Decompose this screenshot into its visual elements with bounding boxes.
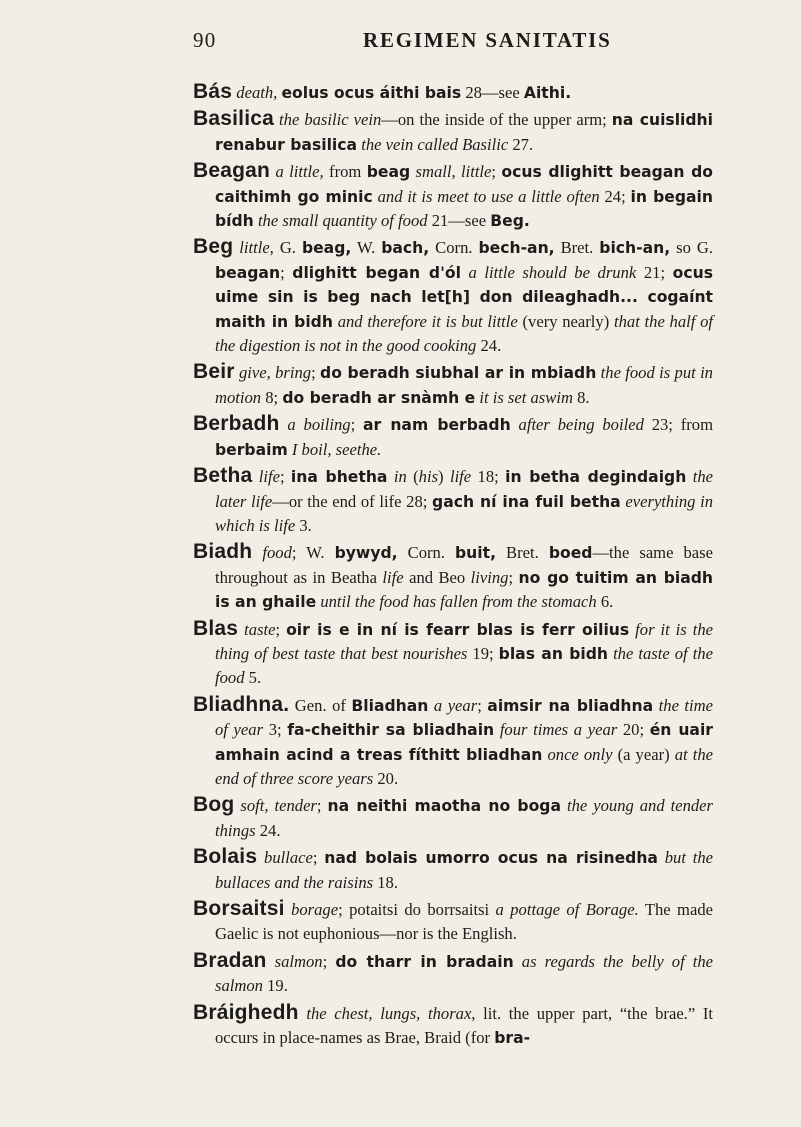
- irish-text: do beradh siubhal ar in mbiadh: [320, 364, 597, 383]
- translation: the food is put in motion: [215, 363, 713, 407]
- irish-text: in begain bídh: [215, 187, 713, 231]
- translation: four times a year: [499, 720, 618, 740]
- entry-text: (: [406, 467, 419, 487]
- entry-text: [514, 952, 522, 971]
- translation: a boiling: [287, 415, 351, 435]
- translation: in: [393, 467, 407, 487]
- translation: the chest, lungs, thorax,: [306, 1003, 476, 1023]
- irish-text: nad bolais umorro ocus na risinedha: [324, 849, 658, 868]
- entry-text: G.: [273, 238, 302, 258]
- entry-text: 6.: [596, 592, 614, 612]
- entry-text: [461, 263, 469, 282]
- entry-text: —or the end of life 28;: [272, 491, 433, 511]
- glossary-entry: [193, 412, 713, 462]
- irish-text: beagan: [215, 263, 281, 282]
- irish-text: beag: [366, 163, 411, 182]
- headword: Blas: [193, 616, 239, 640]
- irish-text: berbaim: [215, 440, 288, 459]
- entry-text: ;: [491, 162, 502, 182]
- irish-text: ar nam berbadh: [363, 416, 511, 435]
- translation: borage: [291, 900, 339, 919]
- headword: Bliadhna.: [193, 692, 290, 716]
- irish-text: bra-: [494, 1029, 531, 1048]
- entry-text: 28—see: [461, 83, 524, 102]
- glossary-entry: [193, 235, 713, 358]
- entry-text: 18;: [471, 467, 506, 487]
- entry-text: The made Gaelic is not euphonious—nor is the English.: [215, 900, 713, 944]
- irish-text: in betha degindaigh: [505, 468, 687, 487]
- translation: food: [262, 543, 292, 563]
- headword: Beagan: [193, 159, 271, 183]
- translation: that the half of the digestion is not in the good cooking: [215, 311, 714, 356]
- glossary-entry: [193, 845, 713, 895]
- translation: everything in which is life: [215, 491, 713, 535]
- translation: the time of year: [215, 695, 714, 740]
- entry-text: 8.: [572, 387, 590, 407]
- entry-text: ; potaitsi do borrsaitsi: [338, 900, 496, 919]
- glossary-entry: [193, 360, 713, 410]
- entry-text: Bret.: [554, 238, 600, 258]
- running-head: [193, 22, 701, 58]
- translation: after being boiled: [518, 415, 644, 435]
- irish-text: beag,: [301, 239, 352, 258]
- translation: but the bullaces and the raisins: [215, 848, 713, 892]
- entry-text: 19.: [262, 976, 288, 996]
- entry-text: 20.: [373, 768, 399, 788]
- headword: Bás: [193, 80, 233, 103]
- entry-text: Bret.: [496, 543, 549, 563]
- translation: for it is the thing of best taste that best nourishes: [215, 619, 713, 663]
- glossary-entry: [193, 540, 713, 614]
- entry-text: —the same base throughout as in Beatha: [215, 543, 713, 587]
- irish-text: gach ní ina fuil betha: [432, 492, 621, 511]
- glossary-entry: [193, 693, 713, 792]
- entry-text: W.: [351, 238, 382, 258]
- headword: Biadh: [193, 540, 253, 564]
- entry-text: ;: [350, 415, 364, 435]
- glossary-entry: [193, 107, 713, 157]
- entry-text: ;: [322, 951, 336, 971]
- translation: a little,: [275, 162, 324, 182]
- glossary-entry: [193, 793, 713, 843]
- entry-text: 23; from: [643, 415, 713, 435]
- entry-text: 3.: [295, 515, 312, 535]
- glossary-entry: [193, 949, 713, 999]
- irish-text: no go tuitim an biadh is an ghaile: [215, 568, 714, 612]
- translation: little,: [239, 238, 274, 258]
- entry-text: ;: [316, 796, 328, 816]
- entry-text: 19;: [467, 643, 499, 663]
- translation: a little should be drunk: [468, 262, 637, 282]
- entry-text: 21—see: [427, 211, 491, 231]
- translation: the vein called Basilic: [361, 134, 509, 154]
- entry-text: ;: [508, 567, 519, 587]
- translation: small, little: [415, 162, 492, 182]
- entry-text: lit. the upper part, “the brae.” It occurs in place-names as Brae, Braid (for: [215, 1003, 714, 1048]
- translation: until the food has fallen from the stomach: [320, 592, 597, 612]
- irish-text: na neithi maotha no boga: [327, 797, 561, 816]
- entry-text: 24;: [599, 186, 631, 206]
- irish-text: bich-an,: [599, 239, 671, 258]
- translation: once only: [547, 744, 613, 764]
- entry-text: 3;: [263, 720, 288, 740]
- irish-text: do tharr in bradain: [335, 952, 514, 971]
- translation: and therefore it is but little: [337, 311, 518, 331]
- page-number: 90: [193, 28, 217, 52]
- irish-text: ina bhetha: [290, 468, 388, 487]
- glossary-entry: [193, 80, 713, 105]
- glossary-entries: [193, 80, 713, 1052]
- entry-text: 24.: [476, 336, 502, 356]
- entry-text: ;: [280, 262, 293, 282]
- translation: salmon: [274, 951, 323, 971]
- entry-text: and Beo: [403, 567, 471, 587]
- irish-text: én uair amhain acind a treas fíthitt bliadhan: [215, 721, 713, 764]
- translation: a pottage of Borage.: [495, 900, 639, 919]
- translation: it is set aswim: [479, 387, 573, 407]
- entry-text: [658, 848, 665, 867]
- irish-text: bywyd,: [334, 544, 398, 563]
- translation: as regards the belly of the salmon: [215, 951, 714, 996]
- irish-text: buit,: [455, 544, 497, 563]
- entry-text: ;: [312, 848, 325, 868]
- entry-text: ;: [477, 695, 488, 715]
- glossary-entry: [193, 1001, 713, 1051]
- headword: Bráighedh: [193, 1000, 299, 1024]
- translation: I boil, seethe.: [291, 439, 382, 459]
- headword: Bradan: [193, 948, 267, 972]
- irish-text: boed: [548, 544, 593, 563]
- irish-text: bach,: [381, 239, 430, 258]
- headword: Bolais: [193, 845, 258, 869]
- translation: bullace: [264, 848, 313, 868]
- entry-text: 20;: [617, 720, 650, 740]
- headword: Bog: [193, 793, 235, 817]
- entry-text: ; W.: [291, 543, 335, 563]
- entry-text: Corn.: [397, 543, 456, 563]
- entry-text: ): [438, 467, 450, 487]
- entry-text: 21;: [636, 262, 673, 282]
- translation: life: [382, 567, 404, 587]
- entry-text: 8;: [261, 387, 283, 407]
- entry-text: 27.: [508, 134, 534, 154]
- entry-text: ;: [279, 467, 291, 487]
- translation: life: [449, 467, 472, 487]
- running-title: REGIMEN SANITATIS: [363, 28, 612, 52]
- irish-text: oir is e in ní is fearr blas is ferr oilius: [286, 620, 630, 639]
- headword: Berbadh: [193, 412, 280, 436]
- translation: the basilic vein: [279, 110, 382, 130]
- glossary-entry: [193, 159, 713, 233]
- irish-text: bech-an,: [478, 239, 555, 258]
- translation: death,: [236, 83, 278, 102]
- irish-text: dlighitt began d'ól: [292, 263, 461, 282]
- entry-text: —on the inside of the upper arm;: [381, 110, 612, 130]
- entry-text: ;: [311, 363, 321, 383]
- translation: and it is meet to use a little often: [377, 186, 600, 206]
- translation: the taste of the food: [215, 643, 713, 688]
- translation: the young and tender things: [215, 796, 714, 840]
- headword: Beir: [193, 360, 235, 384]
- entry-text: Gen. of: [289, 695, 352, 715]
- translation: living: [470, 567, 509, 587]
- irish-text: na cuislidhi renabur basilica: [215, 111, 713, 154]
- irish-text: blas an bidh: [498, 644, 609, 663]
- entry-text: Corn.: [429, 238, 479, 258]
- irish-text: ocus uime sin is beg nach let[h] don dileaghadh... cogaínt maith in bidh: [215, 263, 713, 331]
- irish-text: eolus ocus áithi bais: [281, 84, 462, 102]
- irish-text: Bliadhan: [351, 696, 429, 715]
- glossary-entry: [193, 897, 713, 947]
- translation: life: [258, 467, 280, 487]
- entry-text: (very nearly): [517, 311, 614, 331]
- entry-text: ;: [275, 619, 287, 639]
- entry-text: 18.: [373, 872, 398, 892]
- entry-text: [511, 415, 519, 434]
- entry-text: (a year): [612, 744, 675, 764]
- headword: Basilica: [193, 107, 274, 131]
- translation: taste: [244, 619, 276, 639]
- entry-text: so G.: [670, 238, 713, 258]
- irish-text: ocus dlighitt beagan do caithimh go minic: [215, 163, 714, 206]
- headword: Betha: [193, 464, 253, 488]
- entry-text: [257, 848, 264, 867]
- irish-text: Aithi.: [523, 84, 572, 102]
- glossary-entry: [193, 464, 713, 538]
- translation: his: [418, 467, 439, 487]
- entry-text: 5.: [244, 668, 262, 688]
- glossary-entry: [193, 617, 713, 691]
- entry-text: 24.: [255, 820, 281, 840]
- translation: give, bring: [239, 363, 312, 383]
- headword: Borsaitsi: [193, 897, 285, 920]
- translation: the small quantity of food: [257, 211, 428, 231]
- entry-text: from: [323, 162, 367, 182]
- irish-text: Beg.: [490, 212, 530, 231]
- entry-text: [252, 543, 262, 562]
- translation: soft, tender: [240, 796, 317, 816]
- irish-text: aimsir na bliadhna: [487, 696, 654, 715]
- headword: Beg: [193, 235, 234, 259]
- translation: a year: [433, 695, 478, 715]
- irish-text: do beradh ar snàmh e: [282, 388, 476, 407]
- irish-text: fa-cheithir sa bliadhain: [287, 721, 495, 740]
- translation: the later life: [215, 467, 713, 511]
- translation: at the end of three score years: [215, 744, 714, 788]
- entry-text: [267, 952, 275, 971]
